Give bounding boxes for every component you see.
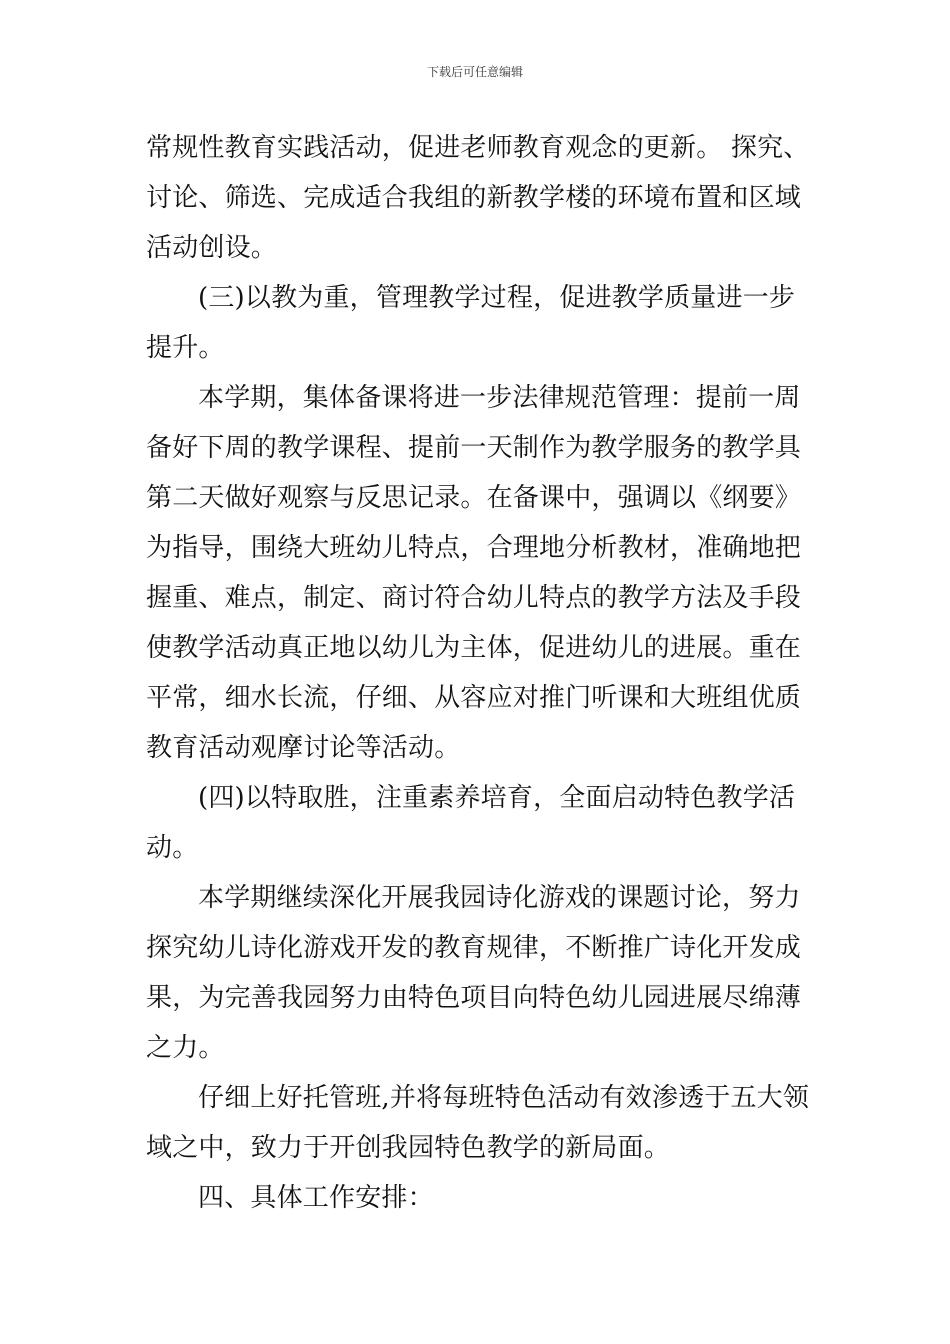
text-line: 教育活动观摩讨论等活动。 <box>146 733 461 763</box>
paragraph-start: 仔细上好托管班,并将每班特色活动有效渗透于五大领 <box>198 1083 810 1113</box>
document-body <box>146 123 810 1223</box>
text-line: 之力。 <box>146 1033 225 1063</box>
text-line: 常规性教育实践活动，促进老师教育观念的更新。 探究、 <box>146 133 810 163</box>
text-line: 提升。 <box>146 333 225 363</box>
text-line: 果，为完善我园努力由特色项目向特色幼儿园进展尽绵薄 <box>146 983 802 1013</box>
text-line: 为指导，围绕大班幼儿特点，合理地分析教材，准确地把 <box>146 533 802 563</box>
text-line: 探究幼儿诗化游戏开发的教育规律，不断推广诗化开发成 <box>146 933 802 963</box>
text-line: 活动创设。 <box>146 233 278 263</box>
section-heading: (四)以特取胜，注重素养培育，全面启动特色教学活 <box>198 783 796 813</box>
text-line: 使教学活动真正地以幼儿为主体，促进幼儿的进展。重在 <box>146 633 802 663</box>
page-header: 下载后可任意编辑 <box>426 65 523 79</box>
text-line: 讨论、筛选、完成适合我组的新教学楼的环境布置和区域 <box>146 183 802 213</box>
text-line: 动。 <box>146 833 199 863</box>
section-heading: 四、具体工作安排： <box>198 1183 434 1213</box>
text-line: 备好下周的教学课程、提前一天制作为教学服务的教学具 <box>146 433 802 463</box>
paragraph-start: 本学期，集体备课将进一步法律规范管理：提前一周 <box>198 383 801 413</box>
text-line: 域之中，致力于开创我园特色教学的新局面。 <box>146 1133 671 1163</box>
text-line: 平常，细水长流，仔细、从容应对推门听课和大班组优质 <box>146 683 802 713</box>
text-line: 握重、难点，制定、商讨符合幼儿特点的教学方法及手段 <box>146 583 802 613</box>
section-heading: (三)以教为重，管理教学过程，促进教学质量进一步 <box>198 283 796 313</box>
paragraph-start: 本学期继续深化开展我园诗化游戏的课题讨论，努力 <box>198 883 801 913</box>
text-line: 第二天做好观察与反思记录。在备课中，强调以《纲要》 <box>146 483 802 513</box>
